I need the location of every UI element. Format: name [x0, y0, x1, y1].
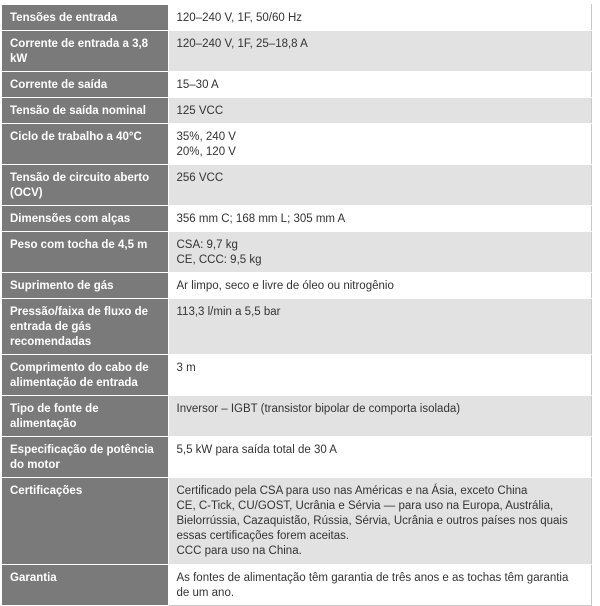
spec-row [2, 5, 591, 31]
spec-row [2, 437, 591, 478]
spec-label: Especificação de potência do motor [2, 437, 168, 478]
spec-row [2, 478, 591, 565]
spec-value-line: 256 VCC [176, 172, 224, 184]
spec-label: Certificações [2, 478, 168, 565]
spec-row [2, 565, 591, 606]
spec-value-line: 35%, 240 V [176, 131, 236, 143]
spec-value [168, 437, 591, 478]
spec-label: Peso com tocha de 4,5 m [2, 232, 168, 273]
spec-value-line: Inversor – IGBT (transistor bipolar de comporta isolada) [176, 403, 461, 415]
spec-label: Tensões de entrada [2, 5, 168, 31]
spec-label: Tensão de saída nominal [2, 98, 168, 124]
spec-row [2, 396, 591, 437]
spec-row [2, 299, 591, 355]
spec-label: Corrente de entrada a 3,8 kW [2, 31, 168, 72]
spec-value-line: 120–240 V, 1F, 50/60 Hz [176, 12, 303, 24]
specifications-body [2, 5, 591, 606]
spec-value-line: 15–30 A [176, 79, 219, 91]
spec-row [2, 206, 591, 232]
spec-value [168, 396, 591, 437]
spec-value [168, 206, 591, 232]
spec-value-line: 120–240 V, 1F, 25–18,8 A [176, 38, 308, 50]
spec-row [2, 98, 591, 124]
spec-value [168, 355, 591, 396]
spec-row [2, 72, 591, 98]
specifications-table [2, 4, 592, 606]
spec-value-line: CSA: 9,7 kg [176, 239, 238, 251]
spec-value [168, 273, 591, 299]
spec-value-line: 356 mm C; 168 mm L; 305 mm A [176, 213, 346, 225]
spec-label: Tensão de circuito aberto (OCV) [2, 165, 168, 206]
spec-row [2, 355, 591, 396]
spec-value [168, 299, 591, 355]
spec-value-line: 20%, 120 V [176, 146, 236, 158]
spec-value [168, 98, 591, 124]
spec-row [2, 124, 591, 165]
spec-value [168, 124, 591, 165]
spec-label: Garantia [2, 565, 168, 606]
spec-value-line: Ar limpo, seco e livre de óleo ou nitrogênio [176, 280, 394, 292]
spec-value-line: 5,5 kW para saída total de 30 A [176, 444, 337, 456]
spec-value [168, 565, 591, 606]
spec-value [168, 5, 591, 31]
spec-label: Suprimento de gás [2, 273, 168, 299]
spec-value-line: 3 m [176, 362, 196, 374]
spec-row [2, 31, 591, 72]
spec-label: Pressão/faixa de fluxo de entrada de gás recomendadas [2, 299, 168, 355]
spec-value-line: 125 VCC [176, 105, 224, 117]
spec-row [2, 232, 591, 273]
spec-value-line: 113,3 l/min a 5,5 bar [176, 306, 281, 318]
spec-value-line: CE, C-Tick, CU/GOST, Ucrânia e Sérvia — para uso na Europa, Austrália, Bielorrússia, Cazaquistão, Rússia, Sérvia, Ucrânia e outros países nos quais essas certificações forem aceitas. [176, 500, 568, 542]
spec-label: Comprimento do cabo de alimentação de entrada [2, 355, 168, 396]
spec-value [168, 232, 591, 273]
spec-row [2, 165, 591, 206]
spec-label: Dimensões com alças [2, 206, 168, 232]
spec-value-line: Certificado pela CSA para uso nas Américas e na Ásia, exceto China [176, 485, 528, 497]
spec-value-line: CE, CCC: 9,5 kg [176, 254, 262, 266]
spec-value-line: CCC para uso na China. [176, 545, 302, 557]
spec-value [168, 72, 591, 98]
spec-label: Ciclo de trabalho a 40°C [2, 124, 168, 165]
spec-label: Tipo de fonte de alimentação [2, 396, 168, 437]
spec-value [168, 478, 591, 565]
spec-value [168, 165, 591, 206]
spec-value [168, 31, 591, 72]
spec-label: Corrente de saída [2, 72, 168, 98]
spec-row [2, 273, 591, 299]
spec-value-line: As fontes de alimentação têm garantia de três anos e as tochas têm garantia de um ano. [176, 572, 569, 599]
